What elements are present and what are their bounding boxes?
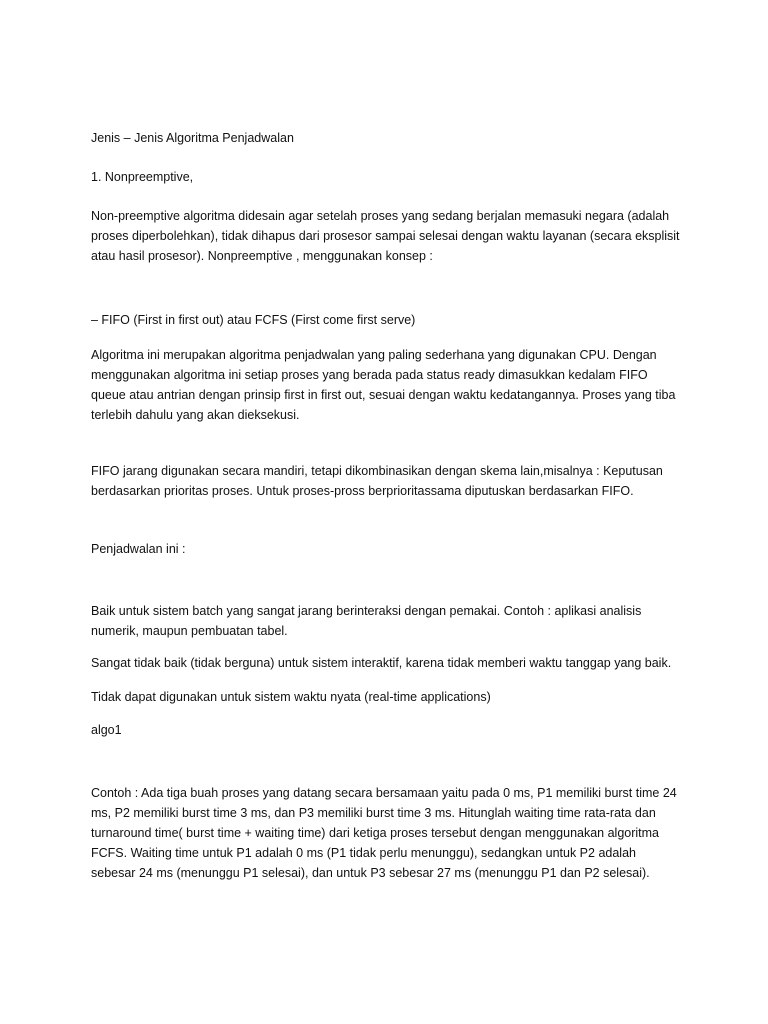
section-title: 1. Nonpreemptive,: [91, 170, 194, 184]
image-caption: algo1: [91, 723, 122, 737]
scheduling-label: Penjadwalan ini :: [91, 542, 186, 556]
point-batch: Baik untuk sistem batch yang sangat jarang berinteraksi dengan pemakai. Contoh : aplikasi analisis numerik, maupun pembuatan tabel.: [91, 604, 642, 638]
point-interactive: Sangat tidak baik (tidak berguna) untuk sistem interaktif, karena tidak memberi waktu tanggap yang baik.: [91, 656, 672, 670]
example-paragraph: Contoh : Ada tiga buah proses yang datang secara bersamaan yaitu pada 0 ms, P1 memiliki burst time 24 ms, P2 memiliki burst time 3 ms, dan P3 memiliki burst time 3 ms. Hitunglah waiting time rata-rata dan turnaround time( burst time + waiting time) dari ketiga proses tersebut dengan menggunakan algoritma FCFS. Waiting time untuk P1 adalah 0 ms (P1 tidak perlu menunggu), sedangkan untuk P2 adalah sebesar 24 ms (menunggu P1 selesai), dan untuk P3 sebesar 27 ms (menunggu P1 dan P2 selesai).: [91, 786, 677, 880]
intro-paragraph: Non-preemptive algoritma didesain agar setelah proses yang sedang berjalan memasuki negara (adalah proses diperbolehkan), tidak dihapus dari prosesor sampai selesai dengan waktu layanan (secara eksplisit atau hasil prosesor). Nonpreemptive , menggunakan konsep :: [91, 209, 680, 263]
document-heading: Jenis – Jenis Algoritma Penjadwalan: [91, 131, 294, 145]
fifo-usage-paragraph: FIFO jarang digunakan secara mandiri, tetapi dikombinasikan dengan skema lain,misalnya : Keputusan berdasarkan prioritas proses. Untuk proses-pross berprioritassama diputuskan berdasarkan FIFO.: [91, 464, 663, 498]
fifo-title: – FIFO (First in first out) atau FCFS (First come first serve): [91, 313, 416, 327]
fifo-description: Algoritma ini merupakan algoritma penjadwalan yang paling sederhana yang digunakan CPU. Dengan menggunakan algoritma ini setiap proses yang berada pada status ready dimasukkan kedalam FIFO queue atau antrian dengan prinsip first in first out, sesuai dengan waktu kedatangannya. Proses yang tiba terlebih dahulu yang akan dieksekusi.: [91, 348, 676, 422]
point-realtime: Tidak dapat digunakan untuk sistem waktu nyata (real-time applications): [91, 690, 491, 704]
document-body: [91, 128, 681, 883]
